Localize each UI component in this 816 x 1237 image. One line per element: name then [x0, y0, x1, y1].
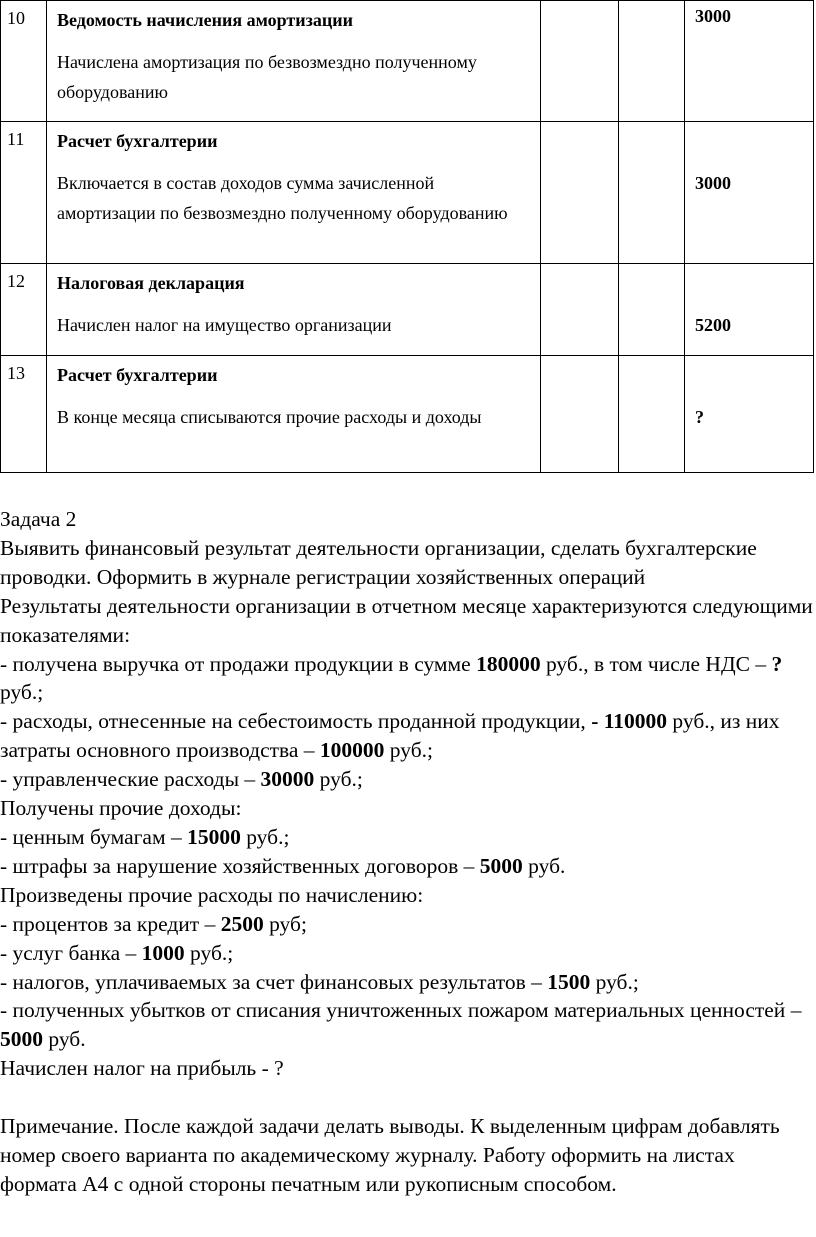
debit-cell — [541, 122, 619, 264]
credit-cell — [619, 264, 685, 356]
amount-cell — [685, 356, 814, 473]
row-number: 11 — [1, 122, 47, 264]
expense-heading: Произведены прочие расходы по начислению: — [0, 882, 424, 907]
row-number: 13 — [1, 356, 47, 473]
list-item: - получена выручка от продажи продукции в сумме 180000 руб., в том числе НДС – ? руб.; — [0, 651, 783, 705]
list-item: - услуг банка – 1000 руб.; — [0, 940, 234, 965]
row-description — [47, 122, 541, 264]
amount: ? — [695, 407, 704, 427]
amount: 5200 — [695, 315, 731, 335]
row-description — [47, 1, 541, 122]
note: Примечание. После каждой задачи делать выводы. К выделенным цифрам добавлять номер своего варианта по академическому журналу. Работу оформить на листах формата А4 с одной стороны печатным или рукописным способом. — [0, 1114, 780, 1196]
income-heading: Получены прочие доходы: — [0, 796, 242, 821]
list-item: - штрафы за нарушение хозяйственных договоров – 5000 руб. — [0, 853, 566, 878]
list-item: - налогов, уплачиваемых за счет финансовых результатов – 1500 руб.; — [0, 969, 639, 994]
table-row — [1, 1, 814, 122]
document-title: Расчет бухгалтерии — [57, 131, 218, 151]
results-intro: Результаты деятельности организации в отчетном месяце характеризуются следующими показателями: — [0, 593, 813, 647]
operation-text: В конце месяца списываются прочие расходы и доходы — [57, 407, 482, 427]
operations-table — [0, 0, 814, 473]
operation-text: Начислена амортизация по безвозмездно полученному оборудованию — [57, 52, 477, 102]
amount-cell — [685, 264, 814, 356]
operation-text: Начислен налог на имущество организации — [57, 315, 392, 335]
debit-cell — [541, 264, 619, 356]
debit-cell — [541, 356, 619, 473]
credit-cell — [619, 1, 685, 122]
credit-cell — [619, 356, 685, 473]
task-section — [0, 505, 814, 1199]
amount-cell — [685, 122, 814, 264]
profit-tax-line: Начислен налог на прибыль - ? — [0, 1056, 284, 1081]
amount: 3000 — [695, 173, 731, 193]
credit-cell — [619, 122, 685, 264]
row-number: 12 — [1, 264, 47, 356]
list-item: - управленческие расходы – 30000 руб.; — [0, 767, 363, 792]
debit-cell — [541, 1, 619, 122]
task-heading: Задача 2 — [0, 507, 77, 531]
amount-cell — [685, 1, 814, 122]
row-description — [47, 264, 541, 356]
document-title: Ведомость начисления амортизации — [57, 10, 353, 30]
operation-text: Включается в состав доходов сумма зачисленной амортизации по безвозмездно полученному оборудованию — [57, 173, 508, 223]
table-row — [1, 356, 814, 473]
row-number: 10 — [1, 1, 47, 122]
list-item: - полученных убытков от списания уничтоженных пожаром материальных ценностей – 5000 руб. — [0, 998, 802, 1052]
list-item: - ценным бумагам – 15000 руб.; — [0, 824, 290, 849]
document-title: Налоговая декларация — [57, 273, 245, 293]
list-item: - расходы, отнесенные на себестоимость проданной продукции, - 110000 руб., из них затраты основного производства – 100000 руб.; — [0, 709, 780, 763]
spacer — [0, 1083, 814, 1112]
list-item: - процентов за кредит – 2500 руб; — [0, 911, 307, 936]
amount: 3000 — [695, 6, 731, 26]
document-title: Расчет бухгалтерии — [57, 365, 218, 385]
table-row — [1, 264, 814, 356]
task-intro: Выявить финансовый результат деятельности организации, сделать бухгалтерские проводки. Оформить в журнале регистрации хозяйственных операций — [0, 535, 757, 589]
table-row — [1, 122, 814, 264]
row-description — [47, 356, 541, 473]
